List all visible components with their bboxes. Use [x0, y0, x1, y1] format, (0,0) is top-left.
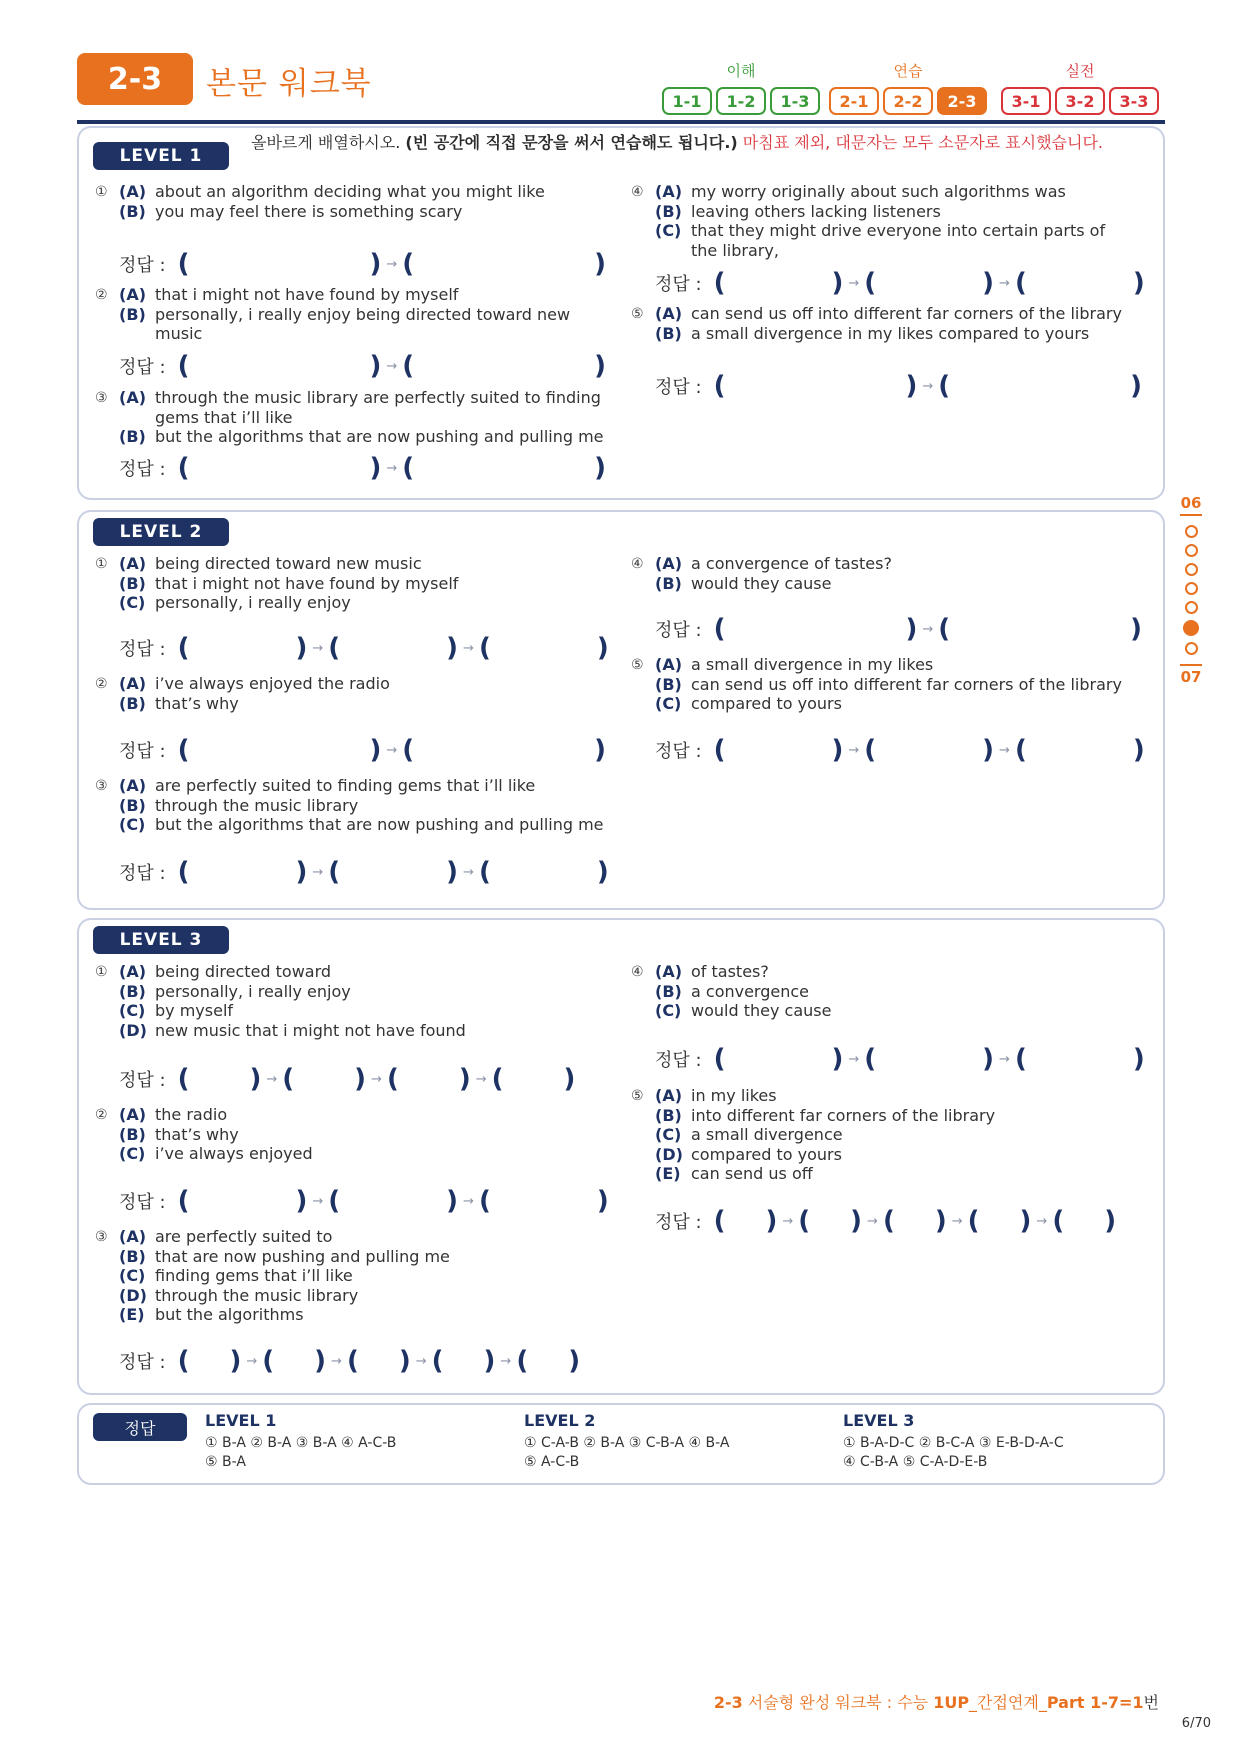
question-2: ② (A) that i might not have found by myself (B) personally, i really enjoy being directed toward new music — [119, 285, 589, 344]
question-3: ③ (A) through the music library are perfectly suited to finding gems that i’ll like (B) but the algorithms that are now pushing and pulling me — [119, 388, 619, 447]
question-number: ⑤ — [631, 306, 644, 322]
chunk-c: personally, i really enjoy — [155, 593, 351, 612]
header-divider — [77, 120, 1165, 124]
chunk-c: but the algorithms that are now pushing and pulling me — [155, 815, 604, 834]
chunk-a: can send us off into different far corners of the library — [691, 304, 1122, 323]
chunk-b: you may feel there is something scary — [155, 201, 463, 221]
question-4: ④ (A) of tastes? (B) a convergence (C) would they cause — [631, 962, 832, 1020]
answer-key-tag: 정답 — [93, 1413, 187, 1441]
question-number: ⑤ — [631, 1088, 644, 1104]
question-number: ① — [95, 184, 108, 200]
chunk-b: personally, i really enjoy — [155, 981, 351, 1001]
chunk-b: leaving others lacking listeners — [691, 201, 941, 221]
answer-slot-row[interactable]: 정답 : ( ) → ( ) → ( ) → ( ) — [119, 1064, 576, 1094]
level-tag: LEVEL 1 — [93, 142, 229, 170]
nav-pill-2-3-active[interactable]: 2-3 — [937, 87, 987, 115]
answer-slot-row[interactable]: 정답 : ( ) → ( ) — [119, 249, 607, 279]
question-number: ③ — [95, 390, 108, 406]
chunk-a: about an algorithm deciding what you might like — [155, 182, 545, 201]
chunk-c: compared to yours — [691, 694, 842, 713]
page-section-indicator — [1178, 494, 1204, 686]
question-1: ① (A) about an algorithm deciding what you might like (B) you may feel there is something scary — [95, 182, 545, 221]
chunk-a: of tastes? — [691, 962, 769, 981]
answer-slot-row[interactable]: 정답 : ( ) → ( ) — [119, 351, 607, 381]
nav-pill-1-1[interactable]: 1-1 — [662, 87, 712, 115]
page-number: 6/70 — [1181, 1716, 1211, 1731]
nav-group-label: 연습 — [893, 62, 923, 80]
section-dot — [1185, 544, 1198, 557]
level-tag: LEVEL 2 — [93, 518, 229, 546]
answer-slot-row[interactable]: 정답 : ( ) → ( ) → ( ) → ( ) → ( ) — [655, 1206, 1117, 1236]
section-dot-current — [1183, 620, 1199, 636]
chunk-b: a convergence — [691, 981, 810, 1001]
level3-panel — [77, 918, 1165, 1395]
answer-key-level3: LEVEL 3 ① B-A-D-C ② B-C-A ③ E-B-D-A-C ④ C-B-A ⑤ C-A-D-E-B — [843, 1411, 1064, 1470]
chunk-a: i’ve always enjoyed the radio — [155, 674, 390, 693]
question-number: ④ — [631, 556, 644, 572]
chunk-c: that they might drive everyone into certain parts of the library, — [691, 221, 1106, 260]
nav-pill-3-3[interactable]: 3-3 — [1109, 87, 1159, 115]
chunk-b: through the music library — [155, 795, 359, 815]
answer-slot-row[interactable]: 정답 : ( ) → ( ) → ( ) — [655, 1044, 1145, 1074]
question-5: ⑤ (A) can send us off into different far corners of the library (B) a small divergence in my likes compared to yours — [631, 304, 1122, 343]
nav-group-understanding — [662, 60, 820, 115]
chunk-b: can send us off into different far corners of the library — [691, 674, 1122, 694]
chunk-c: i’ve always enjoyed — [155, 1144, 313, 1163]
section-dot — [1185, 601, 1198, 614]
question-5: ⑤ (A) in my likes (B) into different far corners of the library (C) a small divergence (D) compared to yours (E) can send us off — [631, 1086, 996, 1183]
answer-slot-row[interactable]: 정답 : ( ) → ( ) → ( ) — [119, 857, 609, 887]
question-4: ④ (A) a convergence of tastes? (B) would they cause — [631, 554, 892, 593]
question-number: ② — [95, 676, 108, 692]
answer-key-panel — [77, 1403, 1165, 1485]
nav-pill-2-1[interactable]: 2-1 — [829, 87, 879, 115]
chunk-a: are perfectly suited to — [155, 1227, 333, 1246]
chunk-a: in my likes — [691, 1086, 777, 1105]
answer-slot-row[interactable]: 정답 : ( ) → ( ) — [655, 371, 1143, 401]
section-dot — [1185, 563, 1198, 576]
chunk-b: into different far corners of the library — [691, 1105, 996, 1125]
chunk-c: a small divergence — [691, 1125, 843, 1144]
chunk-a: are perfectly suited to finding gems that i’ll like — [155, 776, 536, 795]
chunk-a: that i might not have found by myself — [155, 285, 459, 304]
question-1: ① (A) being directed toward new music (B) that i might not have found by myself (C) personally, i really enjoy — [95, 554, 459, 612]
section-end-number: 07 — [1180, 668, 1202, 686]
question-number: ② — [95, 1107, 108, 1123]
question-number: ③ — [95, 778, 108, 794]
answer-slot-row[interactable]: 정답 : ( ) → ( ) → ( ) — [655, 735, 1145, 765]
footer-book-title: 2-3 서술형 완성 워크북 : 수능 1UP_간접연계_Part 1-7=1번 — [713, 1693, 1159, 1712]
question-3: ③ (A) are perfectly suited to (B) that are now pushing and pulling me (C) finding gems that i’ll like (D) through the music library (E) but the algorithms — [95, 1227, 450, 1324]
chunk-b: that are now pushing and pulling me — [155, 1246, 450, 1266]
nav-group-label: 이해 — [726, 62, 756, 80]
nav-group-label: 실전 — [1065, 62, 1095, 80]
chunk-c: would they cause — [691, 1001, 832, 1020]
chunk-b: but the algorithms that are now pushing and pulling me — [155, 427, 604, 446]
question-2: ② (A) i’ve always enjoyed the radio (B) that’s why — [95, 674, 390, 713]
answer-slot-row[interactable]: 정답 : ( ) → ( ) → ( ) → ( ) → ( ) — [119, 1346, 581, 1376]
nav-group-practice — [829, 60, 987, 115]
answer-key-level2: LEVEL 2 ① C-A-B ② B-A ③ C-B-A ④ B-A ⑤ A-C-B — [524, 1411, 730, 1470]
chunk-a: the radio — [155, 1105, 228, 1124]
nav-pill-1-3[interactable]: 1-3 — [770, 87, 820, 115]
answer-slot-row[interactable]: 정답 : ( ) → ( ) → ( ) — [119, 633, 609, 663]
chunk-b: that i might not have found by myself — [155, 573, 459, 593]
question-number: ① — [95, 964, 108, 980]
nav-pill-2-2[interactable]: 2-2 — [883, 87, 933, 115]
chunk-b: personally, i really enjoy being directed toward new music — [155, 304, 571, 343]
chunk-a: my worry originally about such algorithms was — [691, 182, 1066, 201]
chunk-b: that’s why — [155, 1124, 239, 1144]
chunk-b: a small divergence in my likes compared to yours — [691, 323, 1090, 343]
question-3: ③ (A) are perfectly suited to finding gems that i’ll like (B) through the music library (C) but the algorithms that are now pushing and pulling me — [95, 776, 604, 834]
answer-key-level1: LEVEL 1 ① B-A ② B-A ③ B-A ④ A-C-B ⑤ B-A — [205, 1411, 397, 1470]
section-dot — [1185, 525, 1198, 538]
question-number: ③ — [95, 1229, 108, 1245]
instruction-text: 올바르게 배열하시오. (빈 공간에 직접 문장을 써서 연습해도 됩니다.) 마침표 제외, 대문자는 모두 소문자로 표시했습니다. — [251, 133, 1103, 152]
section-dot — [1185, 582, 1198, 595]
question-number: ④ — [631, 964, 644, 980]
question-5: ⑤ (A) a small divergence in my likes (B) can send us off into different far corners of the library (C) compared to yours — [631, 655, 1122, 713]
level1-panel — [77, 126, 1165, 500]
chunk-e: but the algorithms — [155, 1305, 304, 1324]
question-number: ② — [95, 287, 108, 303]
chunk-a: a convergence of tastes? — [691, 554, 892, 573]
unit-number-badge: 2-3 — [77, 53, 193, 105]
section-start-number: 06 — [1180, 494, 1202, 512]
chunk-b: that’s why — [155, 693, 239, 713]
chunk-e: can send us off — [691, 1164, 813, 1183]
nav-pill-3-2[interactable]: 3-2 — [1055, 87, 1105, 115]
chunk-a: being directed toward — [155, 962, 332, 981]
answer-slot-row[interactable]: 정답 : ( ) → ( ) — [119, 735, 607, 765]
level-tag: LEVEL 3 — [93, 926, 229, 954]
question-1: ① (A) being directed toward (B) personally, i really enjoy (C) by myself (D) new music that i might not have found — [95, 962, 466, 1040]
question-number: ④ — [631, 184, 644, 200]
chunk-c: by myself — [155, 1001, 234, 1020]
question-number: ⑤ — [631, 657, 644, 673]
question-2: ② (A) the radio (B) that’s why (C) i’ve always enjoyed — [95, 1105, 313, 1163]
answer-slot-row[interactable]: 정답 : ( ) → ( ) — [119, 453, 607, 483]
chunk-b: would they cause — [691, 573, 832, 593]
chunk-d: compared to yours — [691, 1144, 842, 1164]
level2-panel — [77, 510, 1165, 910]
chunk-c: finding gems that i’ll like — [155, 1266, 353, 1285]
chunk-a: being directed toward new music — [155, 554, 422, 573]
question-4: ④ (A) my worry originally about such algorithms was (B) leaving others lacking listeners (C) that they might drive everyone into certain parts of the library, — [655, 182, 1135, 260]
chunk-d: through the music library — [155, 1285, 359, 1305]
answer-slot-row[interactable]: 정답 : ( ) → ( ) → ( ) — [119, 1186, 609, 1216]
answer-slot-row[interactable]: 정답 : ( ) → ( ) — [655, 614, 1143, 644]
chunk-a: a small divergence in my likes — [691, 655, 934, 674]
nav-group-real-test — [1001, 60, 1159, 115]
section-dot — [1185, 642, 1198, 655]
chunk-d: new music that i might not have found — [155, 1020, 466, 1040]
nav-pill-1-2[interactable]: 1-2 — [716, 87, 766, 115]
chunk-a: through the music library are perfectly suited to finding gems that i’ll like — [155, 388, 601, 427]
nav-pill-3-1[interactable]: 3-1 — [1001, 87, 1051, 115]
answer-slot-row[interactable]: 정답 : ( ) → ( ) → ( ) — [655, 268, 1145, 298]
page-title: 본문 워크북 — [206, 66, 372, 102]
question-number: ① — [95, 556, 108, 572]
